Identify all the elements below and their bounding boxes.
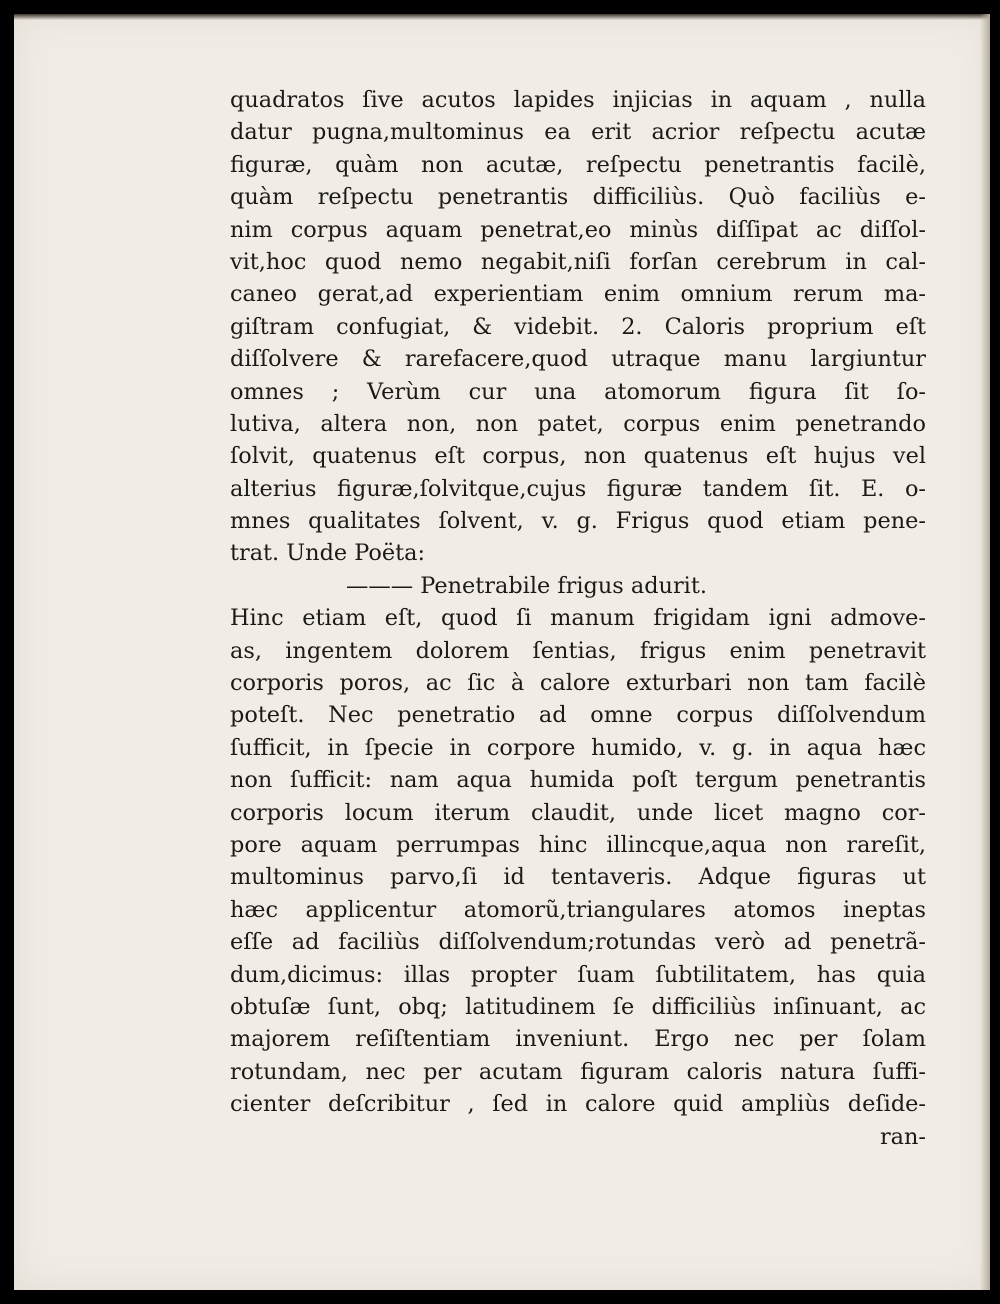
text-line: figuræ, quàm non acutæ, reſpectu penetrantis facilè, bbox=[230, 151, 926, 178]
text-line: obtuſæ ſunt, obq; latitudinem ſe difficiliùs inſinuant, ac bbox=[230, 993, 926, 1020]
text-line: Hinc etiam eſt, quod ſi manum frigidam igni admove- bbox=[230, 605, 926, 632]
text-line: quadratos ſive acutos lapides injicias in aquam , nulla bbox=[230, 87, 926, 113]
page-top-edge-shadow bbox=[14, 14, 990, 20]
book-page bbox=[14, 14, 990, 1290]
text-line: giſtram confugiat, & videbit. 2. Caloris proprium eſt bbox=[230, 313, 926, 340]
verse-quotation: ——— Penetrabile frigus adurit. bbox=[346, 572, 707, 599]
text-line: alterius figuræ,ſolvitque,cujus figuræ tandem ſit. E. o- bbox=[230, 475, 926, 502]
text-line: diſſolvere & rarefacere,quod utraque manu largiuntur bbox=[230, 346, 926, 373]
text-line: dum,dicimus: illas propter ſuam ſubtilitatem, has quia bbox=[230, 961, 926, 988]
text-line: nim corpus aquam penetrat,eo minùs diſſipat ac diſſol- bbox=[230, 216, 926, 243]
text-line: corporis locum iterum claudit, unde licet magno cor- bbox=[230, 799, 926, 826]
body-text bbox=[230, 84, 926, 1153]
text-line: datur pugna,multominus ea erit acrior reſpectu acutæ bbox=[230, 119, 926, 146]
page-right-edge-shadow bbox=[980, 14, 990, 1290]
text-line: as, ingentem dolorem ſentias, frigus enim penetravit bbox=[230, 637, 926, 664]
text-line: majorem reſiſtentiam inveniunt. Ergo nec per ſolam bbox=[230, 1026, 926, 1053]
text-line: mnes qualitates ſolvent, v. g. Frigus quod etiam pene- bbox=[230, 508, 926, 535]
catchword: ran- bbox=[879, 1123, 926, 1150]
text-line: quàm reſpectu penetrantis difficiliùs. Quò faciliùs e- bbox=[230, 184, 926, 211]
text-line: rotundam, nec per acutam figuram caloris natura ſuffi- bbox=[230, 1058, 926, 1085]
text-line: omnes ; Verùm cur una atomorum figura ſit ſo- bbox=[230, 378, 926, 405]
text-line: eſſe ad faciliùs diſſolvendum;rotundas verò ad penetrã- bbox=[230, 929, 926, 956]
text-line: pore aquam perrumpas hinc illincque,aqua non rareſit, bbox=[230, 831, 926, 858]
text-line: multominus parvo,ſi id tentaveris. Adque figuras ut bbox=[230, 864, 926, 891]
text-line: ſufficit, in ſpecie in corpore humido, v. g. in aqua hæc bbox=[230, 734, 926, 761]
text-line: ſolvit, quatenus eſt corpus, non quatenus eſt hujus vel bbox=[230, 443, 926, 470]
text-line: hæc applicentur atomorũ,triangulares atomos ineptas bbox=[230, 896, 926, 923]
text-line: cienter deſcribitur , ſed in calore quid ampliùs deſide- bbox=[230, 1091, 926, 1118]
text-line: caneo gerat,ad experientiam enim omnium rerum ma- bbox=[230, 281, 926, 308]
text-line: poteſt. Nec penetratio ad omne corpus diſſolvendum bbox=[230, 702, 926, 729]
text-line: trat. Unde Poëta: bbox=[230, 540, 426, 567]
text-line: vit,hoc quod nemo negabit,niſi forſan cerebrum in cal- bbox=[230, 248, 926, 275]
text-line: lutiva, altera non, non patet, corpus enim penetrando bbox=[230, 410, 926, 437]
text-line: corporis poros, ac ſic à calore exturbari non tam facilè bbox=[230, 670, 926, 697]
text-line: non ſufficit: nam aqua humida poſt tergum penetrantis bbox=[230, 767, 926, 794]
